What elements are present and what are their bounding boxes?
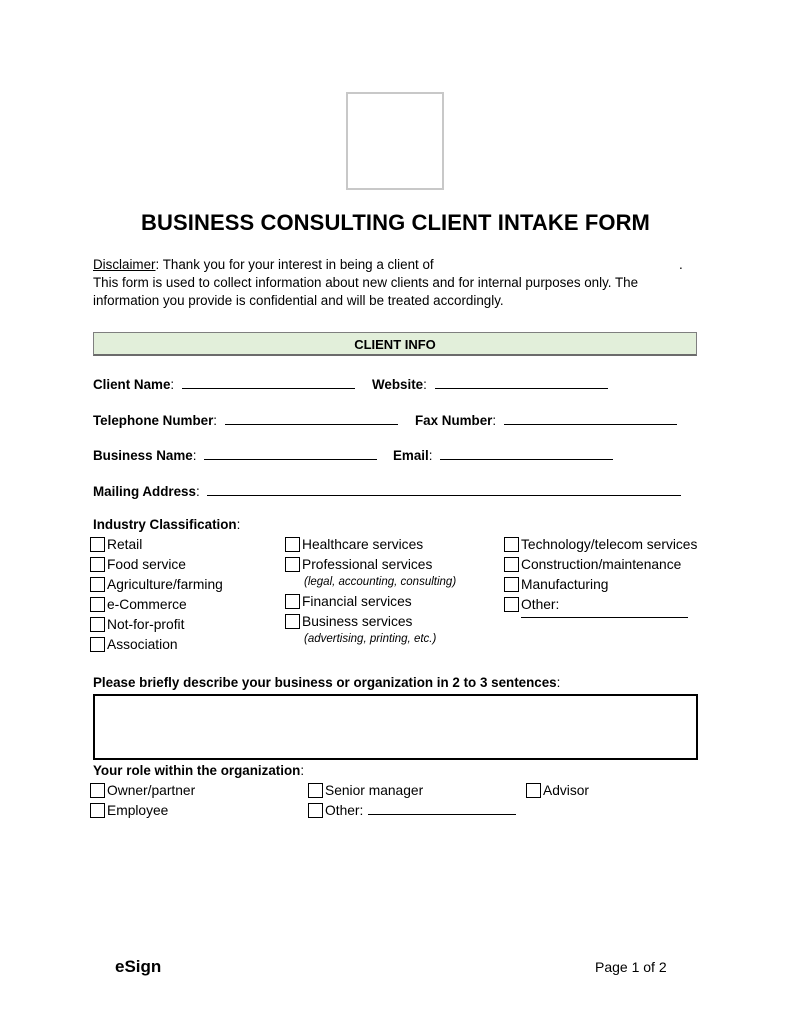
logo-placeholder: [346, 92, 444, 190]
footer-brand: eSign: [115, 957, 162, 976]
role-col3: [526, 781, 589, 801]
checkbox[interactable]: [504, 537, 519, 552]
business-name-label: Business Name: [93, 448, 193, 463]
checkbox[interactable]: [90, 577, 105, 592]
checkbox[interactable]: [90, 537, 105, 552]
checkbox[interactable]: [308, 803, 323, 818]
fax-field: Fax Number:: [415, 412, 677, 428]
industry-option-food-service[interactable]: Food service: [90, 555, 223, 575]
page-number: Page 1 of 2: [595, 959, 667, 975]
checkbox[interactable]: [90, 637, 105, 652]
industry-option-professional[interactable]: Professional services: [285, 555, 456, 575]
role-option-other[interactable]: Other:: [308, 801, 516, 821]
client-name-field: Client Name:: [93, 376, 355, 392]
industry-col3: [504, 535, 697, 615]
role-option-employee[interactable]: Employee: [90, 801, 195, 821]
checkbox[interactable]: [504, 577, 519, 592]
mailing-address-input[interactable]: [207, 483, 681, 496]
business-name-field: Business Name:: [93, 447, 377, 463]
checkbox[interactable]: [90, 617, 105, 632]
business-note: (advertising, printing, etc.): [304, 633, 437, 645]
client-name-input[interactable]: [182, 376, 355, 389]
industry-other-input[interactable]: [521, 617, 688, 618]
checkbox[interactable]: [504, 597, 519, 612]
checkbox[interactable]: [90, 597, 105, 612]
disclaimer-line2: This form is used to collect information about new clients and for internal purposes only. The: [93, 275, 639, 290]
industry-option-financial[interactable]: Financial services: [285, 592, 456, 612]
role-label: Your role within the organization:: [93, 763, 305, 778]
industry-option-technology[interactable]: Technology/telecom services: [504, 535, 697, 555]
industry-option-construction[interactable]: Construction/maintenance: [504, 555, 697, 575]
role-other-input[interactable]: [368, 802, 516, 815]
email-field: Email:: [393, 447, 613, 463]
telephone-input[interactable]: [225, 412, 398, 425]
mailing-address-label: Mailing Address: [93, 484, 196, 499]
email-input[interactable]: [440, 447, 613, 460]
disclaimer-line1-end: .: [679, 257, 683, 272]
checkbox[interactable]: [90, 803, 105, 818]
industry-col2: [285, 535, 456, 649]
telephone-label: Telephone Number: [93, 413, 214, 428]
checkbox[interactable]: [308, 783, 323, 798]
website-label: Website: [372, 377, 424, 392]
industry-option-other[interactable]: Other:: [504, 595, 697, 615]
form-title: BUSINESS CONSULTING CLIENT INTAKE FORM: [141, 210, 650, 235]
checkbox[interactable]: [526, 783, 541, 798]
client-info-header: CLIENT INFO: [93, 332, 697, 356]
checkbox[interactable]: [90, 783, 105, 798]
business-name-input[interactable]: [204, 447, 377, 460]
industry-option-association[interactable]: Association: [90, 635, 223, 655]
checkbox[interactable]: [285, 614, 300, 629]
website-field: Website:: [372, 376, 608, 392]
industry-col1: [90, 535, 223, 655]
email-label: Email: [393, 448, 429, 463]
website-input[interactable]: [435, 376, 608, 389]
disclaimer-label: Disclaimer: [93, 257, 156, 272]
role-col1: [90, 781, 195, 821]
checkbox[interactable]: [90, 557, 105, 572]
role-option-senior-manager[interactable]: Senior manager: [308, 781, 516, 801]
industry-option-business[interactable]: Business services: [285, 612, 456, 632]
mailing-address-field: Mailing Address:: [93, 483, 681, 499]
industry-option-not-for-profit[interactable]: Not-for-profit: [90, 615, 223, 635]
industry-option-manufacturing[interactable]: Manufacturing: [504, 575, 697, 595]
checkbox[interactable]: [285, 594, 300, 609]
fax-label: Fax Number: [415, 413, 493, 428]
role-option-owner[interactable]: Owner/partner: [90, 781, 195, 801]
description-label: Please briefly describe your business or organization in 2 to 3 sentences:: [93, 675, 561, 690]
industry-label: Industry Classification:: [93, 517, 241, 532]
professional-note: (legal, accounting, consulting): [304, 576, 457, 588]
fax-input[interactable]: [504, 412, 677, 425]
checkbox[interactable]: [504, 557, 519, 572]
disclaimer: [93, 256, 703, 310]
industry-option-healthcare[interactable]: Healthcare services: [285, 535, 456, 555]
role-col2: [308, 781, 516, 821]
role-option-advisor[interactable]: Advisor: [526, 781, 589, 801]
checkbox[interactable]: [285, 557, 300, 572]
checkbox[interactable]: [285, 537, 300, 552]
industry-option-ecommerce[interactable]: e-Commerce: [90, 595, 223, 615]
industry-option-agriculture[interactable]: Agriculture/farming: [90, 575, 223, 595]
telephone-field: Telephone Number:: [93, 412, 398, 428]
disclaimer-line3: information you provide is confidential and will be treated accordingly.: [93, 293, 504, 308]
client-name-label: Client Name: [93, 377, 171, 392]
industry-option-retail[interactable]: Retail: [90, 535, 223, 555]
disclaimer-line1: : Thank you for your interest in being a client of: [155, 257, 434, 272]
description-textarea[interactable]: [93, 694, 698, 760]
